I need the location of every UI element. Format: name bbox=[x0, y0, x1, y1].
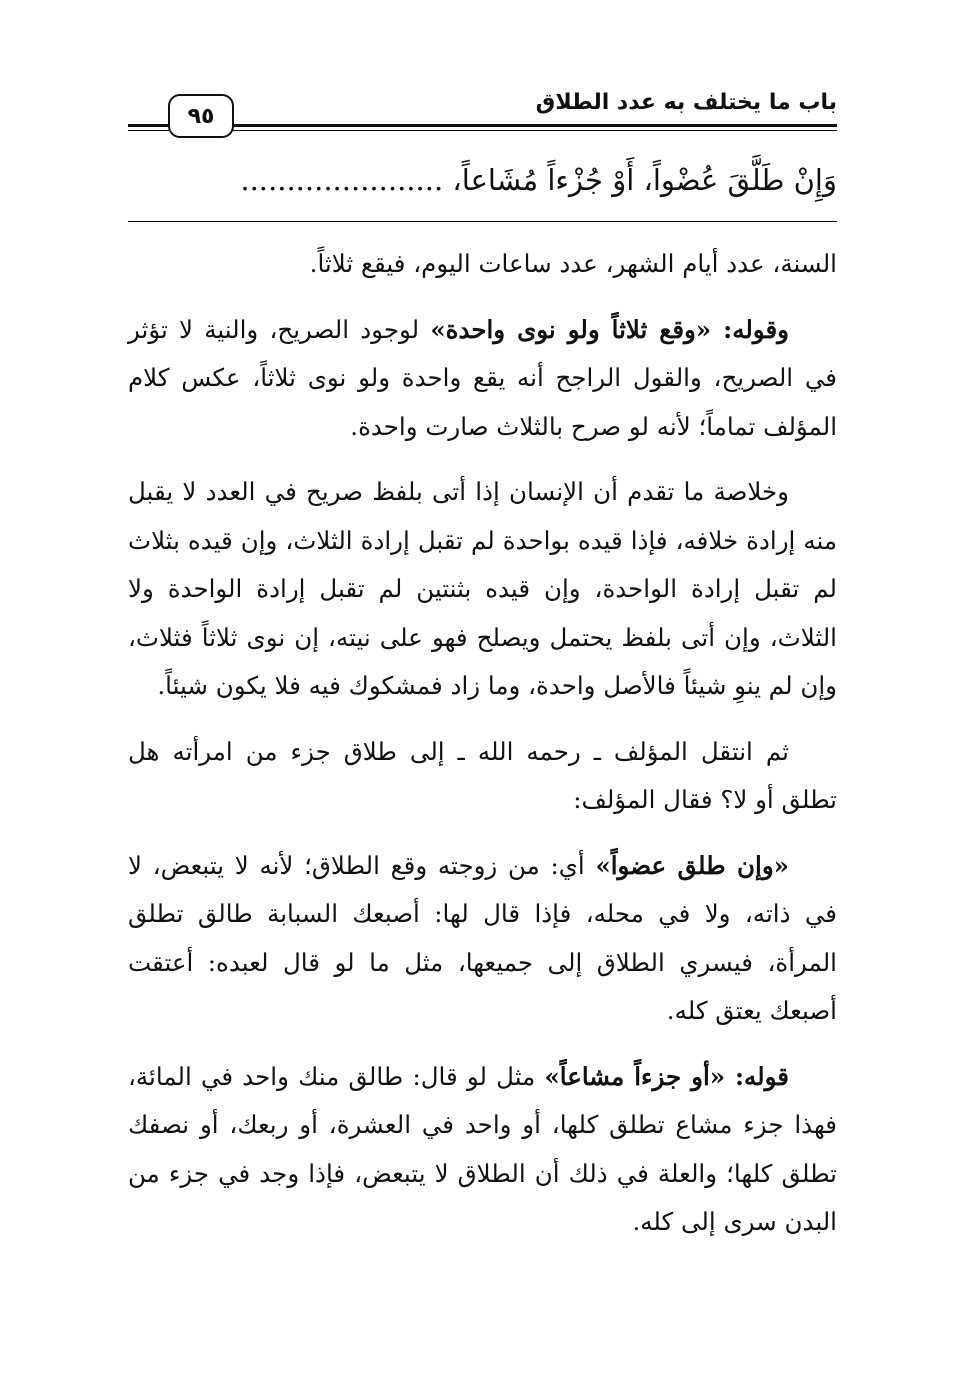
paragraph-6 bbox=[128, 1053, 837, 1247]
paragraph-6-lead: قوله: «أو جزءاً مشاعاً» bbox=[544, 1061, 789, 1091]
paragraph-4-text: ثم انتقل المؤلف ـ رحمه الله ـ إلى طلاق جزء من امرأته هل تطلق أو لا؟ فقال المؤلف: bbox=[128, 736, 837, 814]
paragraph-2-text: لوجود الصريح، والنية لا تؤثر في الصريح، والقول الراجح أنه يقع واحدة ولو نوى ثلاثاً، عكس كلام المؤلف تماماً؛ لأنه لو صرح بالثلاث صارت واحدة. bbox=[128, 314, 837, 441]
paragraph-6-text: مثل لو قال: طالق منك واحد في المائة، فهذا جزء مشاع تطلق كلها، أو واحد في العشرة، أو ربعك، أو نصفك تطلق كلها؛ والعلة في ذلك أن الطلاق لا يتبعض، فإذا وجد في جزء من البدن سرى إلى كله. bbox=[128, 1061, 837, 1236]
paragraph-1 bbox=[128, 240, 837, 289]
header-rule-thin bbox=[128, 130, 837, 131]
paragraph-1-text: السنة، عدد أيام الشهر، عدد ساعات اليوم، فيقع ثلاثاً. bbox=[309, 249, 837, 278]
page-number: ٩٥ bbox=[168, 94, 234, 138]
matn-divider bbox=[128, 221, 837, 222]
running-title: باب ما يختلف به عدد الطلاق bbox=[530, 90, 837, 115]
matn-line: وَإِنْ طَلَّقَ عُضْواً، أَوْ جُزْءاً مُشَاعاً، ...................... bbox=[240, 163, 837, 197]
paragraph-5-text: أي: من زوجته وقع الطلاق؛ لأنه لا يتبعض، لا في ذاته، ولا في محله، فإذا قال لها: أصبعك السبابة طالق تطلق المرأة، فيسري الطلاق إلى جميعها، مثل ما لو قال لعبده: أعتقت أصبعك يعتق كله. bbox=[128, 850, 837, 1025]
page-header bbox=[128, 88, 837, 144]
paragraph-5 bbox=[128, 842, 837, 1036]
paragraph-3 bbox=[128, 468, 837, 711]
paragraph-2-lead: وقوله: «وقع ثلاثاً ولو نوى واحدة» bbox=[430, 314, 789, 344]
paragraph-5-lead: «وإن طلق عضواً» bbox=[595, 850, 789, 880]
paragraph-4 bbox=[128, 728, 837, 825]
paragraph-3-text: وخلاصة ما تقدم أن الإنسان إذا أتى بلفظ صريح في العدد لا يقبل منه إرادة خلافه، فإذا قيده بواحدة لم تقبل إرادة الثلاث، وإن قيده بثلاث لم تقبل إرادة الواحدة، وإن قيده بثنتين لم تقبل إرادة الواحدة ولا الثلاث، وإن أتى بلفظ يحتمل ويصلح فهو على نيته، إن نوى ثلاثاً فثلاث، وإن لم ينوِ شيئاً فالأصل واحدة، وما زاد فمشكوك فيه فلا يكون شيئاً. bbox=[128, 477, 837, 700]
commentary bbox=[128, 240, 837, 1264]
paragraph-2 bbox=[128, 306, 837, 452]
header-rule-thick bbox=[128, 124, 837, 127]
